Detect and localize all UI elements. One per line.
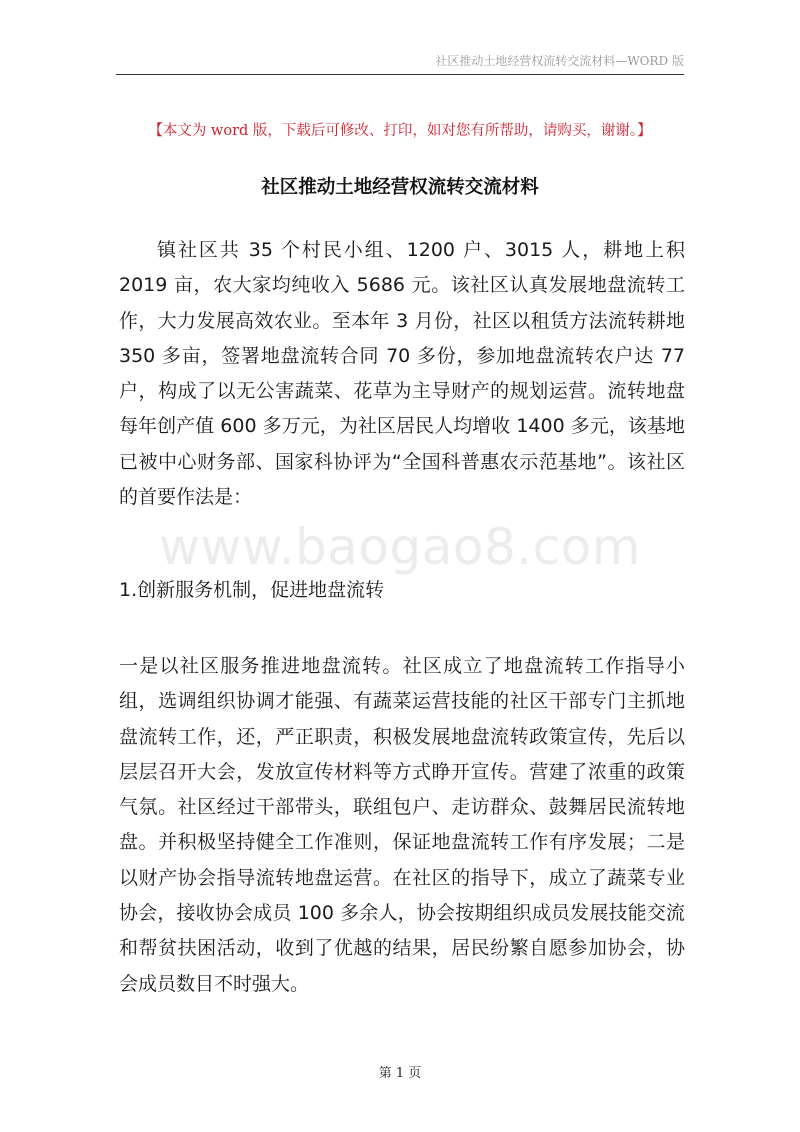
running-header: 社区推动土地经营权流转交流材料—WORD 版: [435, 54, 684, 68]
intro-paragraph: 镇社区共 35 个村民小组、1200 户、3015 人，耕地上积 2019 亩，农大家均纯收入 5686 元。该社区认真发展地盘流转工作，大力发展高效农业。至本年 3 月份，社区以租赁方法流转耕地 350 多亩，签署地盘流转合同 70 多份，参加地盘流转农户达 77 户，构成了以无公害蔬菜、花草为主导财产的规划运营。流转地盘每年创产值 600 多万元，为社区居民人均增收 1400 多元，该基地已被中心财务部、国家科协评为“全国科普惠农示范基地”。该社区的首要作法是：: [119, 239, 685, 509]
page-number: 第 1 页: [378, 1066, 422, 1081]
header-divider: [116, 74, 684, 75]
purchase-notice: 【本文为 word 版，下载后可修改、打印，如对您有所帮助，请购买，谢谢。】: [148, 123, 652, 139]
document-title: 社区推动土地经营权流转交流材料: [261, 177, 539, 198]
site-watermark: www.baogao8.com: [159, 518, 641, 576]
section-heading: 1.创新服务机制，促进地盘流转: [119, 579, 385, 601]
section-body-paragraph: 一是以社区服务推进地盘流转。社区成立了地盘流转工作指导小组，选调组织协调才能强、有蔬菜运营技能的社区干部专门主抓地盘流转工作，还，严正职责，积极发展地盘流转政策宣传，先后以层层召开大会，发放宣传材料等方式睁开宣传。营建了浓重的政策气氛。社区经过干部带头，联组包户、走访群众、鼓舞居民流转地盘。并积极坚持健全工作准则，保证地盘流转工作有序发展；二是以财产协会指导流转地盘运营。在社区的指导下，成立了蔬菜专业协会，接收协会成员 100 多余人，协会按期组织成员发展技能交流和帮贫扶困活动，收到了优越的结果，居民纷繁自愿参加协会，协会成员数目不时强大。: [119, 655, 685, 995]
